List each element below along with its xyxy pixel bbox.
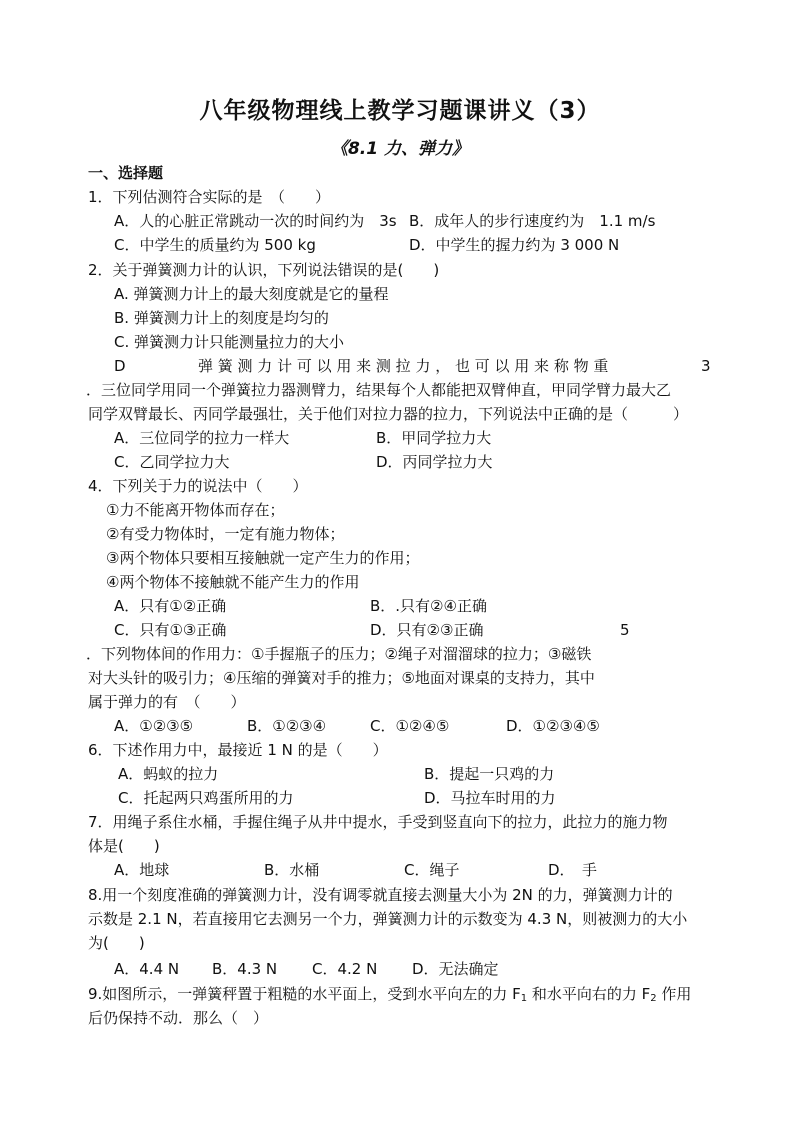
- q8-option-c: C．4.2 N: [312, 960, 378, 978]
- q9-f2-subscript: 2: [650, 993, 657, 1004]
- q8-options-row: [0, 958, 800, 980]
- q1-option-d: D．中学生的握力约为 3 000 N: [409, 236, 620, 254]
- q7-options-row: [0, 859, 800, 881]
- q5-options-row: [0, 715, 800, 737]
- q4-option-b: B．.只有②④正确: [370, 597, 487, 615]
- q4-options-row-2: [0, 619, 800, 641]
- q1-stem: 1．下列估测符合实际的是 （ ）: [88, 188, 331, 206]
- q4-option-c: C．只有①③正确: [114, 621, 227, 639]
- page-subtitle: 《8.1 力、弹力》: [330, 139, 470, 159]
- q5-option-c: C．①②④⑤: [370, 717, 450, 735]
- q2-option-d-text: 弹 簧 测 力 计 可 以 用 来 测 拉 力 ， 也 可 以 用 来 称 物 重: [198, 357, 609, 375]
- q3-number: 3: [701, 357, 711, 375]
- q2-option-b: B. 弹簧测力计上的刻度是均匀的: [114, 309, 329, 327]
- q8-option-d: D．无法确定: [412, 960, 499, 978]
- q3-option-b: B．甲同学拉力大: [376, 429, 492, 447]
- q8-line-3: 为( ): [88, 934, 145, 952]
- q4-statement-3: ③两个物体只要相互接触就一定产生力的作用；: [106, 549, 420, 567]
- q7-option-a: A．地球: [114, 861, 170, 879]
- q8-line-2: 示数是 2.1 N，若直接用它去测另一个力，弹簧测力计的示数变为 4.3 N，则被测力的大小: [88, 910, 688, 928]
- q4-statement-2: ②有受力物体时，一定有施力物体；: [106, 525, 345, 543]
- q9-line-2: 后仍保持不动．那么（ ）: [88, 1009, 269, 1027]
- q7-line-1: 7．用绳子系住水桶，手握住绳子从井中提水，手受到竖直向下的拉力，此拉力的施力物: [88, 813, 668, 831]
- q9-f1-subscript: 1: [520, 993, 528, 1004]
- q8-option-a: A．4.4 N: [114, 960, 180, 978]
- q2-option-d-label: D: [114, 357, 126, 375]
- q1-option-b: B．成年人的步行速度约为 1.1 m/s: [409, 212, 656, 230]
- q3-option-a: A．三位同学的拉力一样大: [114, 429, 290, 447]
- q5-line-2: 对大头针的吸引力；④压缩的弹簧对手的推力；⑤地面对课桌的支持力，其中: [88, 669, 595, 687]
- section-heading: 一、选择题: [88, 164, 164, 182]
- q9-line-1-part-b: 和水平向右的力 F: [527, 985, 651, 1003]
- q9-line-1-part-c: 作用: [656, 985, 692, 1003]
- q3-line-1: ．三位同学用同一个弹簧拉力器测臂力，结果每个人都能把双臂伸直，甲同学臂力最大乙: [86, 381, 672, 399]
- q2-option-c: C. 弹簧测力计只能测量拉力的大小: [114, 333, 345, 351]
- q2-option-d-row: [0, 355, 800, 377]
- q4-option-a: A．只有①②正确: [114, 597, 227, 615]
- q7-option-c: C．绳子: [404, 861, 460, 879]
- q8-line-1: 8.用一个刻度准确的弹簧测力计，没有调零就直接去测量大小为 2N 的力，弹簧测力计的: [88, 886, 673, 904]
- q8-option-b: B．4.3 N: [212, 960, 278, 978]
- q2-option-a: A. 弹簧测力计上的最大刻度就是它的量程: [114, 285, 389, 303]
- page-title: 八年级物理线上教学习题课讲义（3）: [199, 98, 601, 124]
- q5-line-3: 属于弹力的有 （ ）: [88, 693, 246, 711]
- q6-option-d: D．马拉车时用的力: [424, 789, 556, 807]
- q5-option-b: B．①②③④: [247, 717, 327, 735]
- q3-line-2: 同学双臂最长、丙同学最强壮，关于他们对拉力器的拉力，下列说法中正确的是（ ）: [88, 405, 689, 423]
- q5-option-d: D．①②③④⑤: [506, 717, 600, 735]
- q6-option-c: C．托起两只鸡蛋所用的力: [118, 789, 294, 807]
- q7-option-b: B．水桶: [264, 861, 320, 879]
- q6-option-b: B．提起一只鸡的力: [424, 765, 555, 783]
- q6-option-a: A．蚂蚁的拉力: [118, 765, 219, 783]
- q3-option-c: C．乙同学拉力大: [114, 453, 230, 471]
- q2-stem: 2．关于弹簧测力计的认识，下列说法错误的是( ): [88, 261, 440, 279]
- q3-option-d: D．丙同学拉力大: [376, 453, 493, 471]
- q7-option-d: D． 手: [548, 861, 598, 879]
- q4-statement-4: ④两个物体不接触就不能产生力的作用: [106, 573, 360, 591]
- q5-number: 5: [620, 621, 630, 639]
- q1-option-c: C．中学生的质量约为 500 kg: [114, 236, 316, 254]
- q4-statement-1: ①力不能离开物体而存在；: [106, 501, 285, 519]
- q6-stem: 6．下述作用力中，最接近 1 N 的是（ ）: [88, 741, 388, 759]
- q5-line-1: ．下列物体间的作用力：①手握瓶子的压力；②绳子对溜溜球的拉力；③磁铁: [86, 645, 592, 663]
- q4-stem: 4．下列关于力的说法中（ ）: [88, 477, 308, 495]
- q1-option-a: A．人的心脏正常跳动一次的时间约为 3s: [114, 212, 397, 230]
- q7-line-2: 体是( ): [88, 837, 160, 855]
- q4-option-d: D．只有②③正确: [370, 621, 484, 639]
- q9-line-1-part-a: 9.如图所示，一弹簧秤置于粗糙的水平面上，受到水平向左的力 F: [88, 985, 521, 1003]
- q5-option-a: A．①②③⑤: [114, 717, 194, 735]
- q9-line-1: [88, 983, 691, 1010]
